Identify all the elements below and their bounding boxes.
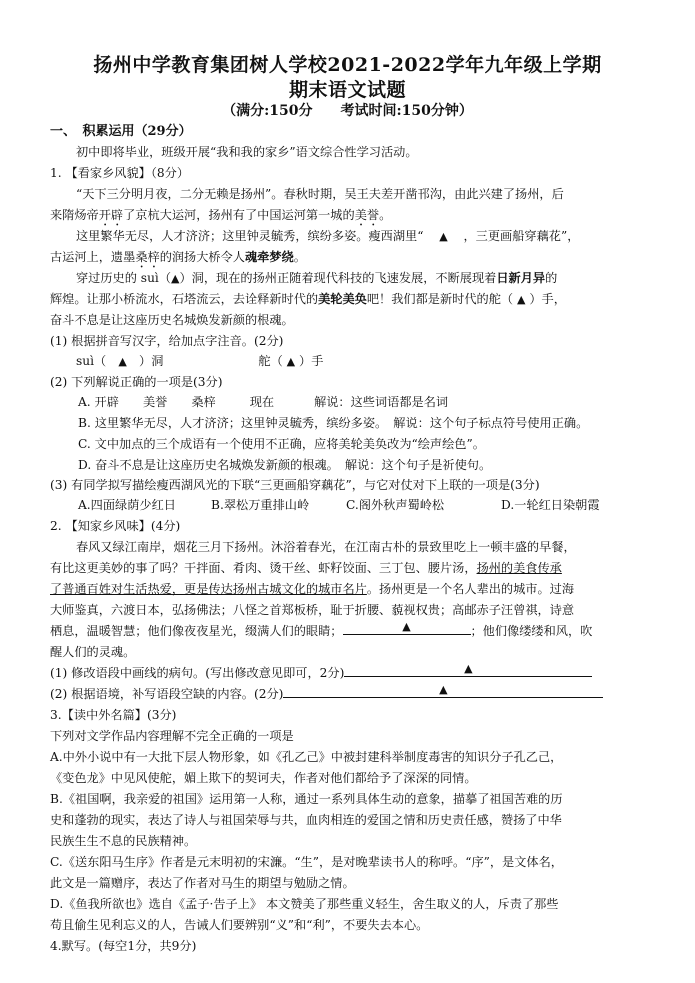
option-word: 现在: [249, 395, 275, 409]
text-segment: ，三更画船穿藕花”，: [463, 229, 580, 243]
q1-para1-line1: “天下三分明月夜，二分无赖是扬州”。春秋时期，吴王夫差开凿邗沟，由此兴建了扬州，后: [76, 187, 564, 201]
option-d: D.一轮红日染朝霞: [501, 498, 600, 512]
bold-word: 美轮美奂: [318, 292, 367, 306]
underlined-sentence: 了普通百姓对生活热爱，更是传达扬州古城文化的城市名片: [50, 582, 367, 596]
option-word: 桑梓: [191, 395, 216, 409]
bold-word: 魂牵梦绕: [245, 250, 294, 264]
text-segment: ；他们像缕缕和风，吹: [470, 624, 593, 638]
answer-blank: [344, 664, 592, 677]
text-segment: 吧！我们都是新时代的舵（: [366, 292, 514, 306]
underlined-word: 开辟: [98, 208, 124, 222]
text-segment: ）洞: [139, 354, 164, 368]
q2-line6: 醒人们的灵魂。: [50, 645, 136, 659]
answer-blank: [343, 622, 471, 635]
q4-title: 4.默写。(每空1分，共9分): [50, 939, 197, 953]
text-segment: 辉煌。让那小桥流水，石塔流云，去诠释新时代的: [50, 292, 319, 306]
q2-line1: 春风又绿江南岸，烟花三月下扬州。沐浴着春光，在江南古朴的景致里吃上一顿丰盛的早餐，: [76, 540, 576, 554]
text-segment: 这里繁华无尽，人才济济；这里钟灵毓秀，缤纷多姿。瘦西湖里“: [76, 229, 424, 243]
answer-blank: [283, 685, 603, 698]
section-heading: 一、 积累运用（29分）: [50, 124, 192, 139]
q1-para3-line1: [76, 269, 557, 288]
q3-option-c-line1: C.《送东阳马生序》作者是元末明初的宋濂。“生”，是对晚辈读书人的称呼。“序”，是文体名，: [50, 855, 563, 869]
q1-sub3-title: (3) 有同学拟写描绘瘦西湖风光的下联“三更画船穿藕花”，与它对仗对下上联的一项是(3分): [50, 478, 540, 492]
triangle-icon: ▲: [402, 620, 411, 633]
text-segment: (1) 修改语段中画线的病句。(写出修改意见即可，2分): [50, 666, 345, 680]
text-segment: 的润扬大桥令人: [159, 250, 245, 264]
q2-title: 2. 【知家乡风味】(4分): [50, 519, 181, 533]
triangle-icon: ▲: [439, 683, 448, 696]
q1-para3-line3: 奋斗不息是让这座历史名城焕发新颜的根魂。: [50, 313, 294, 327]
triangle-icon: ▲: [517, 293, 526, 306]
blank-marker: [423, 227, 463, 246]
option-note: 解说：这些词语都是名词: [314, 395, 449, 409]
text-segment: (2) 根据语境，补写语段空缺的内容。(2分): [50, 687, 284, 701]
triangle-icon: ▲: [286, 355, 296, 368]
option-b: B.翠松万重排山岭: [211, 498, 310, 512]
triangle-icon: ▲: [118, 355, 127, 368]
q2-sub2: [50, 685, 603, 703]
q2-line5: [50, 622, 592, 640]
q1-para3-line2: [50, 290, 566, 309]
text-segment: 。: [379, 208, 392, 222]
q2-line2: [50, 559, 562, 577]
text-segment: 。扬州更是一个名人辈出的城市。过海: [366, 582, 575, 596]
q1-sub2-option-d: D. 奋斗不息是让这座历史名城焕发新颜的根魂。 解说：这个句子是祈使句。: [78, 458, 492, 472]
triangle-icon: ▲: [464, 662, 473, 675]
q1-sub3-options: [78, 496, 600, 514]
q1-sub2-option-b: B. 这里繁华无尽，人才济济；这里钟灵毓秀，缤纷多姿。 解说：这个句子标点符号使用正确。: [78, 416, 589, 430]
q1-title: 1. 【看家乡风貌】（8分）: [50, 166, 190, 180]
text-segment: 来隋炀帝: [50, 208, 99, 222]
q3-option-d-line2: 苟且偷生见利忘义的人，告诫人们要辨别“义”和“利”，不要失去本心。: [50, 918, 429, 932]
q2-sub1: [50, 664, 592, 682]
text-segment: 了京杭大运河，扬州有了中国运河第一城的: [123, 208, 355, 222]
q1-sub2-option-c: C. 文中加点的三个成语有一个使用不正确，应将美轮美奂改为“绘声绘色”。: [78, 437, 485, 451]
option-word: A. 开辟: [78, 395, 119, 409]
q3-option-d-line1: D.《鱼我所欲也》选自《孟子·告子上》 本文赞美了那些重义轻生，舍生取义的人，斥责了那些: [50, 897, 559, 911]
q1-sub1-title: (1) 根据拼音写汉字，给加点字注音。(2分): [50, 334, 284, 348]
q2-line4: 大师鉴真，六渡日本，弘扬佛法；八怪之首郑板桥，耻于折腰、藐视权贵；高邮赤子汪曾祺，诗意: [50, 603, 575, 617]
q1-para1-line2: [50, 206, 391, 229]
bold-word: 日新月异: [496, 271, 546, 285]
q3-option-c-line2: 此文是一篇赠序，表达了作者对马生的期望与勉励之情。: [50, 876, 355, 890]
q3-option-b-line2: 史和蓬勃的现实，表达了诗人与祖国荣辱与共，血肉相连的爱国之情和历史责任感，赞扬了中华: [50, 813, 562, 827]
q1-sub2-title: (2) 下列解说正确的一项是(3分): [50, 375, 223, 389]
q3-option-b-line1: B.《祖国啊，我亲爱的祖国》运用第一人称，通过一系列具体生动的意象，描摹了祖国苦难的历: [50, 792, 563, 806]
q3-title: 3.【读中外名篇】(3分): [50, 708, 177, 722]
text-segment: ）洞，现在的扬州正随着现代科技的飞速发展，不断展现着: [179, 271, 497, 285]
q3-option-b-line3: 民族生生不息的民族精神。: [50, 834, 197, 848]
triangle-icon: ▲: [171, 272, 180, 285]
section-intro: 初中即将毕业，班级开展“我和我的家乡”语文综合性学习活动。: [76, 145, 418, 159]
exam-title-line1: 扬州中学教育集团树人学校2021-2022学年九年级上学期: [93, 54, 602, 76]
text-segment: 栖息，温暖智慧；他们像夜夜星光，缀满人们的眼睛；: [50, 624, 343, 638]
option-a: A.四面绿荫少红日: [78, 498, 176, 512]
q3-stem: 下列对文学作品内容理解不完全正确的一项是: [50, 729, 294, 743]
option-word: 美誉: [142, 395, 168, 409]
text-segment: 舵（: [258, 354, 283, 368]
text-segment: ）手，: [529, 292, 566, 306]
underlined-word: 美誉: [354, 208, 380, 222]
triangle-icon: ▲: [439, 230, 448, 243]
q3-option-a-line1: A.中外小说中有一大批下层人物形象，如《孔乙己》中被封建科举制度毒害的知识分子孔乙己，: [50, 750, 563, 764]
q3-option-a-line2: 《变色龙》中见风使舵，媚上欺下的契诃夫，作者对他们都给予了深深的同情。: [50, 771, 477, 785]
text-segment: suì（: [76, 354, 107, 368]
q1-sub1-blanks: [76, 352, 323, 371]
q2-line3: [50, 580, 574, 598]
text-segment: 。: [293, 250, 306, 264]
exam-meta: （满分:150分 考试时间:150分钟）: [222, 103, 473, 119]
text-segment: 的: [545, 271, 558, 285]
text-segment: 穿过历史的 suì（: [76, 271, 172, 285]
q1-para2-line1: [76, 227, 579, 246]
dotted-word: 桑梓: [135, 250, 160, 264]
q1-sub2-option-a: [78, 393, 448, 411]
underlined-sentence: 扬州的美食传承: [476, 561, 562, 575]
text-segment: ）手: [299, 354, 324, 368]
text-segment: 有比这更美妙的事了吗？干拌面、肴肉、烫干丝、虾籽饺面、三丁包、腰片汤，: [50, 561, 477, 575]
option-c: C.阁外秋声蜀岭松: [346, 498, 445, 512]
text-segment: 古运河上，遗墨: [50, 250, 136, 264]
q1-para2-line2: [50, 248, 306, 271]
exam-title-line2: 期末语文试题: [288, 79, 406, 101]
